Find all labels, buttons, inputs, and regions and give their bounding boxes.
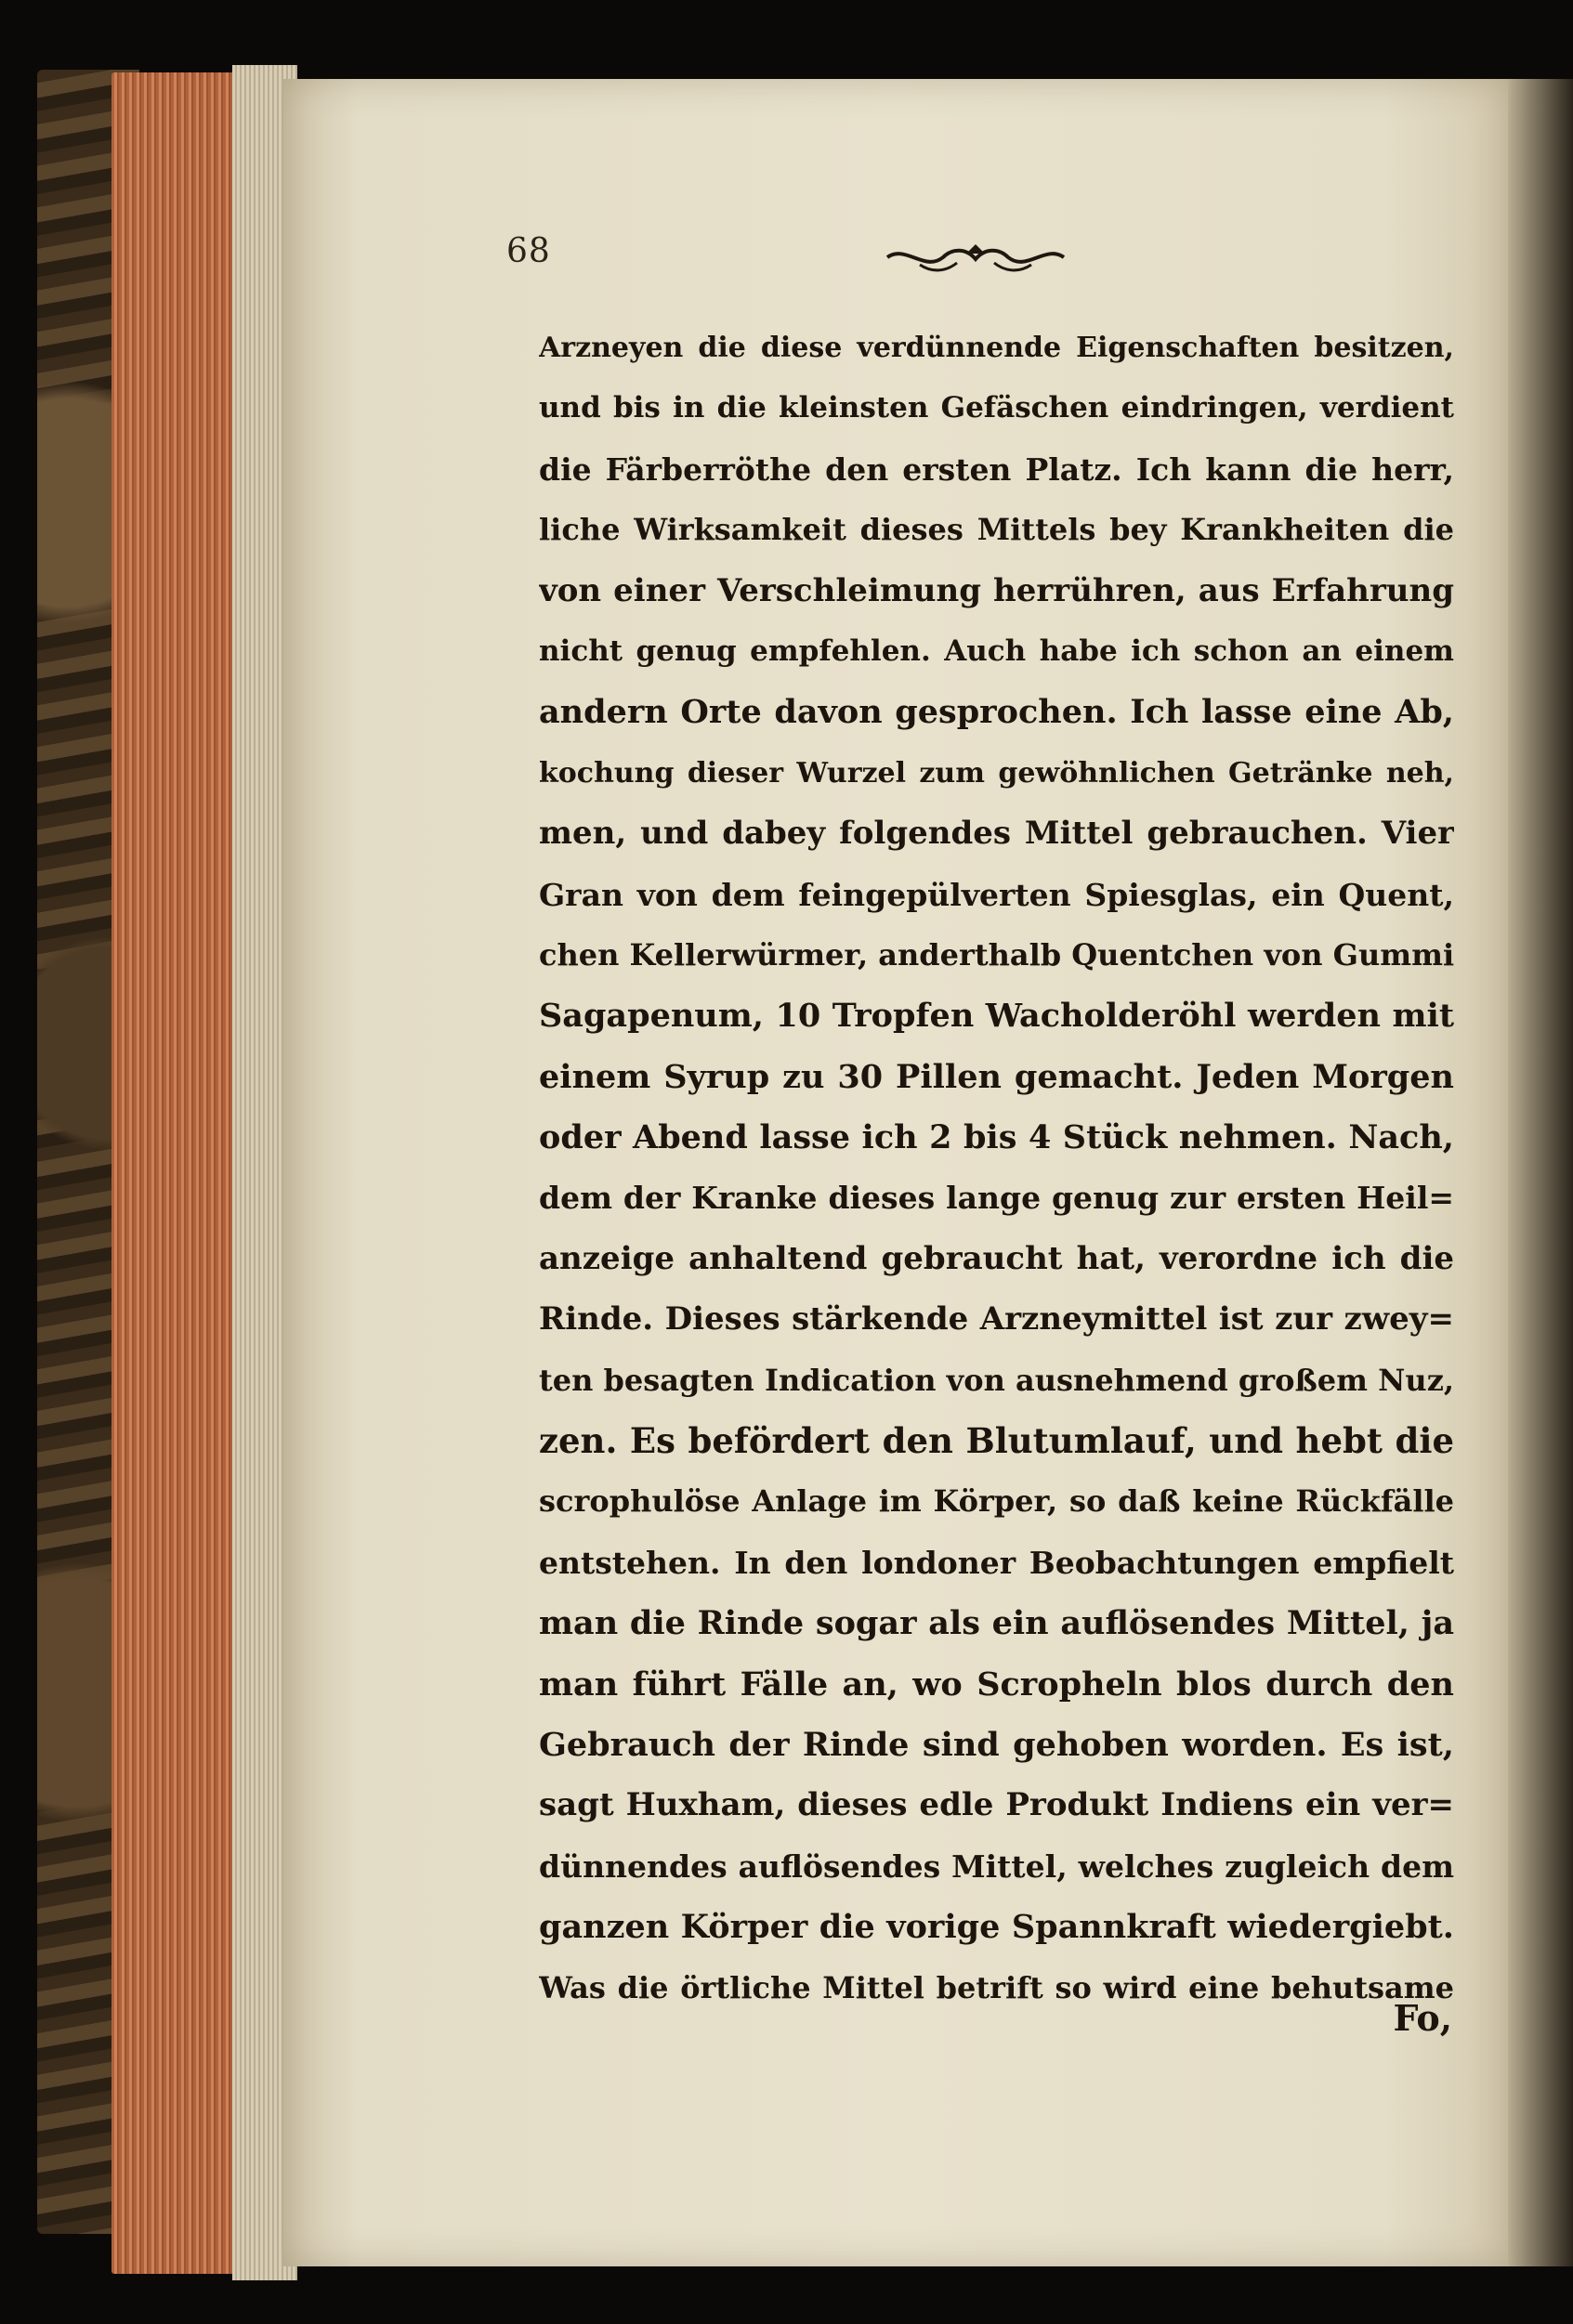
body-text [539, 318, 1454, 2018]
text-line: sagt Huxham, dieses edle Produkt Indiens ein ver= [539, 1786, 1454, 1824]
text-line: nicht genug empfehlen. Auch habe ich schon an einem [539, 633, 1454, 668]
text-line: Was die örtliche Mittel betrift so wird eine behutsame [539, 1969, 1454, 2005]
text-line: die Färberröthe den ersten Platz. Ich kann die herr, [539, 450, 1454, 488]
book-gutter [1508, 79, 1573, 2266]
catchword: Fo, [1393, 1997, 1452, 2039]
text-line: ten besagten Indication von ausnehmend großem Nuz, [539, 1362, 1454, 1398]
text-line: anzeige anhaltend gebraucht hat, verordne ich die [539, 1239, 1454, 1277]
page-number: 68 [506, 232, 551, 270]
text-line: einem Syrup zu 30 Pillen gemacht. Jeden Morgen [539, 1057, 1454, 1096]
text-line: Sagapenum, 10 Tropfen Wacholderöhl werden mit [539, 997, 1454, 1036]
scroll-ornament-icon [883, 237, 1068, 283]
text-line: dem der Kranke dieses lange genug zur ersten Heil= [539, 1180, 1454, 1217]
text-line: Gebrauch der Rinde sind gehoben worden. Es ist, [539, 1725, 1454, 1764]
text-line: kochung dieser Wurzel zum gewöhnlichen Getränke neh, [539, 756, 1454, 790]
text-line: Rinde. Dieses stärkende Arzneymittel ist zur zwey= [539, 1300, 1454, 1338]
text-line: von einer Verschleimung herrühren, aus Erfahrung [539, 571, 1454, 609]
text-line: chen Kellerwürmer, anderthalb Quentchen von Gummi [539, 936, 1454, 973]
text-line: scrophulöse Anlage im Körper, so daß keine Rückfälle [539, 1483, 1454, 1520]
text-line: ganzen Körper die vorige Spannkraft wiedergiebt. [539, 1908, 1454, 1947]
text-line: man führt Fälle an, wo Scropheln blos durch den [539, 1665, 1454, 1704]
text-line: Arzneyen die diese verdünnende Eigenschaften besitzen, [539, 332, 1454, 364]
text-line: Gran von dem feingepülverten Spiesglas, ein Quent, [539, 876, 1454, 913]
text-line: men, und dabey folgendes Mittel gebrauchen. Vier [539, 815, 1454, 853]
text-line: man die Rinde sogar als ein auflösendes Mittel, ja [539, 1604, 1454, 1643]
text-line: entstehen. In den londoner Beobachtungen empfielt [539, 1544, 1454, 1581]
text-line: und bis in die kleinsten Gefäschen eindringen, verdient [539, 391, 1454, 425]
text-line: liche Wirksamkeit dieses Mittels bey Krankheiten die [539, 512, 1454, 548]
text-line: zen. Es befördert den Blutumlauf, und hebt die [539, 1420, 1454, 1462]
text-line: oder Abend lasse ich 2 bis 4 Stück nehmen. Nach, [539, 1118, 1454, 1157]
text-line: andern Orte davon gesprochen. Ich lasse eine Ab, [539, 693, 1454, 732]
text-line: dünnendes auflösendes Mittel, welches zugleich dem [539, 1847, 1454, 1885]
